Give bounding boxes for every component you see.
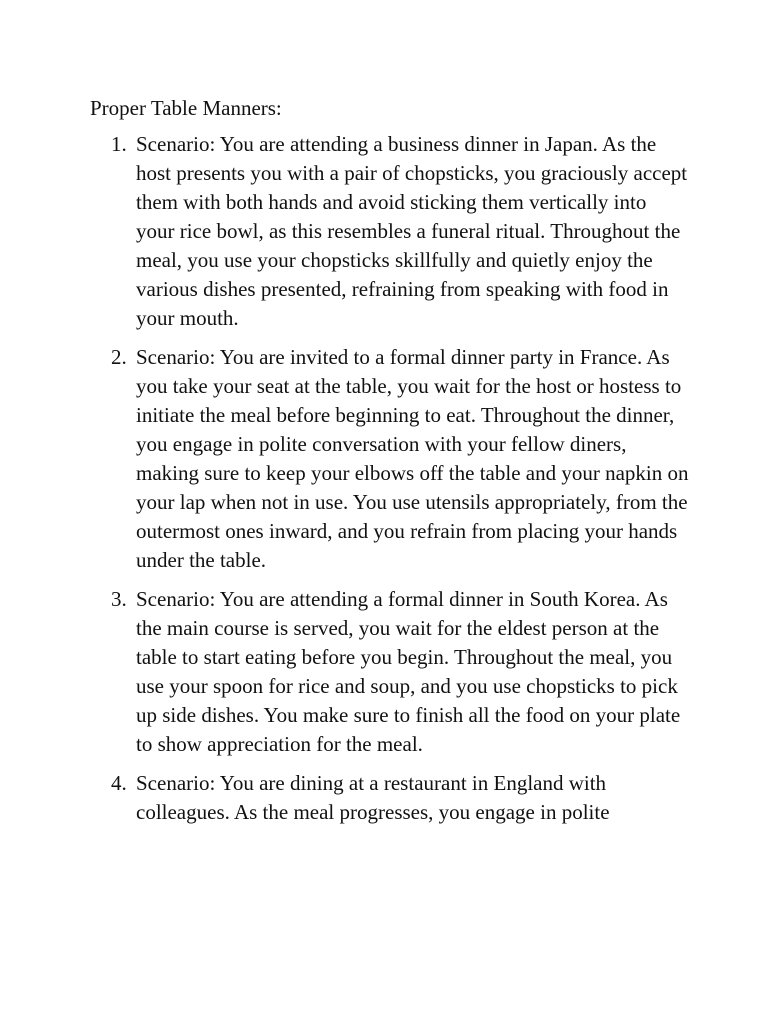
- list-item: [111, 343, 690, 575]
- list-item-number: 1.: [111, 132, 127, 156]
- list-item-number: 4.: [111, 771, 127, 795]
- list-item-number: 2.: [111, 345, 127, 369]
- list-item-text: Scenario: You are attending a business dinner in Japan. As the host presents you with a pair of chopsticks, you graciously accept them with both hands and avoid sticking them vertically into your rice bowl, as this resembles a funeral ritual. Throughout the meal, you use your chopsticks skillfully and quietly enjoy the various dishes presented, refraining from speaking with food in your mouth.: [136, 132, 688, 330]
- list-item-number: 3.: [111, 587, 127, 611]
- list-item: [111, 585, 690, 759]
- list-item-text: Scenario: You are dining at a restaurant in England with colleagues. As the meal progresses, you engage in polite: [136, 771, 610, 824]
- list-item-text: Scenario: You are invited to a formal dinner party in France. As you take your seat at the table, you wait for the host or hostess to initiate the meal before beginning to eat. Throughout the dinner, you engage in polite conversation with your fellow diners, making sure to keep your elbows off the table and your napkin on your lap when not in use. You use utensils appropriately, from the outermost ones inward, and you refrain from placing your hands under the table.: [136, 345, 689, 572]
- list-item-text: Scenario: You are attending a formal dinner in South Korea. As the main course is served, you wait for the eldest person at the table to start eating before you begin. Throughout the meal, you use your spoon for rice and soup, and you use chopsticks to pick up side dishes. You make sure to finish all the food on your plate to show appreciation for the meal.: [136, 587, 681, 756]
- document-body: [90, 94, 690, 837]
- list-item: [111, 130, 690, 333]
- list-item: [111, 769, 690, 827]
- document-title: Proper Table Manners:: [90, 96, 282, 120]
- scenario-list: [90, 130, 690, 827]
